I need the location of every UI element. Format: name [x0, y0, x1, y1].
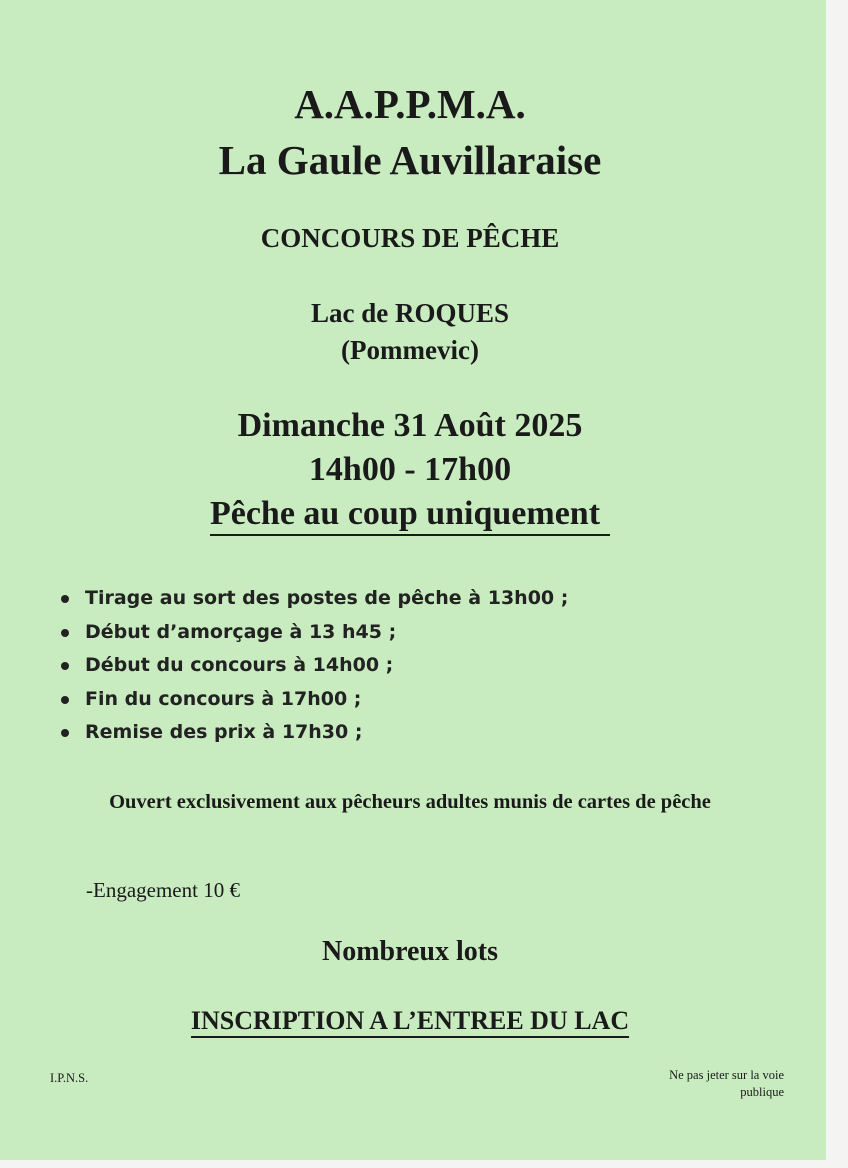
disposal-note [669, 1067, 784, 1101]
scan-border-bottom [0, 1160, 848, 1168]
bullet-icon [61, 595, 69, 603]
schedule-item-text: Début d’amorçage à 13 h45 ; [85, 620, 397, 643]
prizes-note: Nombreux lots [321, 936, 499, 967]
schedule-item-text: Remise des prix à 17h30 ; [85, 721, 363, 743]
club-name: La Gaule Auvillaraise [218, 137, 602, 183]
list-item [60, 582, 568, 616]
town-name: (Pommevic) [341, 335, 479, 365]
fishing-mode: Pêche au coup uniquement [210, 494, 610, 536]
ipns-label: I.P.N.S. [50, 1071, 89, 1085]
list-item [60, 683, 568, 717]
fishing-mode-line [0, 492, 820, 536]
list-item [60, 649, 568, 683]
bullet-icon [61, 662, 69, 670]
bullet-icon [61, 629, 69, 637]
schedule-item-text: Début du concours à 14h00 ; [85, 654, 394, 676]
bullet-icon [61, 729, 69, 737]
disposal-note-line2: publique [740, 1085, 784, 1099]
scan-border-right [826, 0, 848, 1168]
event-hours: 14h00 - 17h00 [308, 451, 512, 488]
organization-name: A.A.P.P.M.A. [294, 81, 526, 127]
event-date: Dimanche 31 Août 2025 [237, 407, 583, 444]
registration-line [0, 1004, 820, 1038]
event-title: CONCOURS DE PÊCHE [260, 223, 560, 253]
entry-fee: -Engagement 10 € [86, 878, 240, 902]
list-item [60, 616, 568, 650]
list-item [60, 716, 568, 750]
lake-name: Lac de ROQUES [310, 298, 510, 328]
eligibility-note: Ouvert exclusivement aux pêcheurs adultes munis de cartes de pêche [109, 791, 711, 813]
registration-note: INSCRIPTION A L’ENTREE DU LAC [191, 1005, 629, 1038]
bullet-icon [61, 696, 69, 704]
schedule-item-text: Fin du concours à 17h00 ; [85, 687, 362, 710]
schedule-item-text: Tirage au sort des postes de pêche à 13h00 ; [85, 587, 569, 609]
schedule-list [60, 582, 568, 750]
disposal-note-line1: Ne pas jeter sur la voie [669, 1068, 784, 1082]
